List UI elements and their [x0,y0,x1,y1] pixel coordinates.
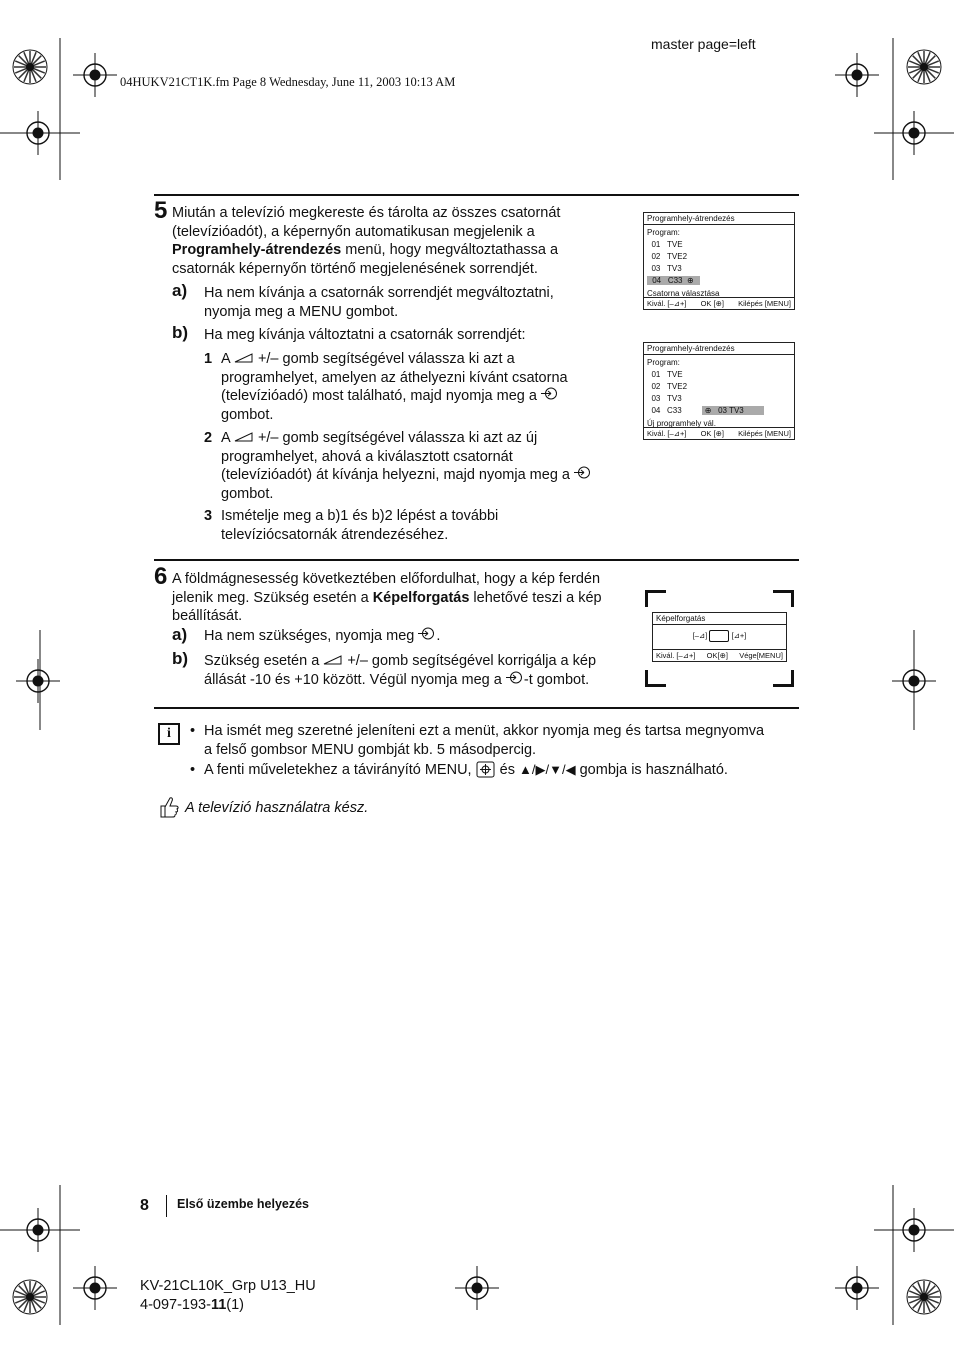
text-line [221,466,621,485]
text-line [221,387,621,406]
osd-name: C33 [667,276,683,285]
frame-corner [773,670,794,687]
step6-a-text: Ha nem szükséges, nyomja meg . [204,628,441,644]
ok-button-icon [574,466,592,479]
osd-hint: Kivál. [–⊿+] [647,429,687,438]
menu-name: Képelforgatás [372,589,470,606]
note-1 [204,722,799,759]
ok-button-icon [476,761,496,778]
osd-hint: [⊿+] [731,631,747,640]
text-line [204,652,634,671]
section-name: Első üzembe helyezés [177,1197,310,1211]
text-span: +/– gomb segítségével válassza ki azt az új [257,430,538,446]
list-number: 2 [204,430,213,446]
text-span: (televízióadó) most található, majd nyomja meg a [221,388,537,404]
osd-hint: Vége[MENU] [739,651,783,660]
footer-divider [166,1195,167,1217]
osd-status: Csatorna választása [647,289,720,298]
text-line: beállítását. [172,608,243,624]
osd-menu-reorder-2 [643,342,795,440]
substep-label: a) [172,625,188,644]
osd-label: Program: [647,228,680,237]
text-span: A fenti műveletekhez a távirányító MENU, [204,762,472,778]
ok-button-icon [506,671,524,684]
list-number: 1 [204,351,213,367]
osd-hint: Kilépés [MENU] [738,429,791,438]
text-span: +/– gomb segítségével korrigálja a kép [347,653,597,669]
section-rule [154,707,799,709]
part-code [140,1296,316,1315]
step-number: 6 [154,563,168,590]
frame-corner [645,670,666,687]
osd-row [647,405,791,417]
step5-sub1 [221,350,621,424]
osd-name: TVE2 [667,252,688,261]
info-icon: i [158,723,180,745]
text-span: gombja is használható. [579,762,728,778]
osd-title: Programhely-átrendezés [644,213,794,225]
section-rule [154,194,799,196]
osd-footer [644,297,794,309]
osd-hint: Kivál. [–⊿+] [656,651,696,660]
text-line: a felső gombsor MENU gombját kb. 5 másodpercig. [204,741,537,758]
step5-intro [172,204,632,278]
text-line: Ha nem kívánja a csatornák sorrendjét megváltoztatni, [204,285,554,301]
text-line: A földmágnesesség következtében előfordulhat, hogy a kép ferdén [172,571,601,587]
step6-b-text [204,652,634,689]
star-target-icon [13,50,47,84]
text-span: állását -10 és +10 között. Végül nyomja meg a [204,671,502,688]
osd-label: Program: [647,358,680,367]
text-span: (1) [226,1297,245,1313]
ok-button-icon: ⊕ [704,406,712,415]
text-span: A [221,430,230,446]
step6-intro [172,570,632,626]
text-line [172,241,632,260]
osd-row [647,381,791,393]
volume-wedge-icon [323,655,343,665]
step5-sub3 [221,507,621,544]
text-line: televíziócsatornák átrendezéséhez. [221,526,449,543]
osd-name: TVE [667,240,683,249]
osd-row [647,393,791,405]
model-info [140,1277,316,1315]
osd-status: Új programhely vál. [647,419,716,428]
step5-sub2 [221,429,621,503]
list-number: 3 [204,508,213,524]
osd-title: Programhely-átrendezés [644,343,794,355]
osd-hint: OK [⊕] [700,429,724,438]
osd-footer [644,427,794,439]
osd-name: TVE2 [667,382,688,391]
step-number: 5 [154,197,168,224]
osd-name: TV3 [667,394,682,403]
osd-row [647,369,791,381]
volume-wedge-icon [234,353,254,363]
step5-b-text: Ha meg kívánja változtatni a csatornák sorrendjét: [204,327,526,343]
ok-button-icon [541,387,559,400]
text-line: Ha ismét meg szeretné jeleníteni ezt a menüt, akkor nyomja meg és tartsa megnyomva [204,723,765,739]
osd-row [647,263,791,275]
text-line: nyomja meg a MENU gombot. [204,303,399,320]
osd-num: 01 [651,240,661,249]
text-line: gombot. [221,406,274,423]
thumbs-up-icon [158,795,180,819]
ready-message: A televízió használatra kész. [185,800,369,816]
file-info: 04HUKV21CT1K.fm Page 8 Wednesday, June 11, 2003 10:13 AM [120,75,456,89]
osd-row [647,251,791,263]
menu-name: Programhely-átrendezés [172,242,342,258]
text-line [221,429,621,448]
text-span: 4-097-193- [140,1297,211,1313]
arrow-icon: ▲/▶/▼/◀ [519,762,576,777]
osd-hint: Kivál. [–⊿+] [647,299,687,308]
text-line: csatornák képernyőn történő megjelenésének sorrendjét. [172,260,538,277]
osd-name: TVE [667,370,683,379]
note-2 [204,761,799,780]
osd-num: 01 [651,370,661,379]
bullet: • [190,762,196,778]
frame-corner [773,590,794,607]
osd-menu-rotation [652,612,787,662]
text-line: programhelyet, ahová a kiválasztott csatornát [221,448,513,465]
osd-menu-reorder-1 [643,212,795,310]
substep-label: b) [172,323,189,342]
text-span: A [221,351,230,367]
text-line: (televízióadót), a képernyőn automatikusan megjelenik a [172,223,535,240]
osd-body [644,225,794,302]
substep-label: a) [172,281,188,300]
volume-wedge-icon [234,432,254,442]
step5-a-text [204,284,624,321]
osd-num: 04 [651,406,661,415]
model-code: KV-21CL10K_Grp U13_HU [140,1278,316,1294]
page-number: 8 [140,1197,149,1214]
text-line: Miután a televízió megkereste és tárolta az összes csatornát [172,205,561,221]
osd-moving: 03 TV3 [718,406,744,415]
osd-row-selected [647,275,791,287]
bullet: • [190,723,196,739]
text-span: Szükség esetén a [204,653,320,669]
text-span: +/– gomb segítségével válassza ki azt a [257,351,515,367]
text-line: gombot. [221,485,274,502]
osd-hint: Kilépés [MENU] [738,299,791,308]
osd-num: 02 [651,382,661,391]
registration-mark-icon [73,53,117,97]
text-line: Ismételje meg a b)1 és b)2 lépést a további [221,508,499,524]
text-line [221,350,621,369]
osd-num: 03 [651,264,661,273]
text-span: Ha nem szükséges, nyomja meg [204,628,415,644]
text-line: programhelyet, amelyen az áthelyezni kívánt csatorna [221,369,568,386]
text-line [204,671,634,690]
text-span: lehetővé teszi a kép [469,589,602,606]
osd-num: 02 [651,252,661,261]
ok-button-icon: ⊕ [686,276,694,285]
osd-hint: OK[⊕] [706,651,728,660]
frame-corner [645,590,666,607]
text-span: (televízióadót) át kívánja helyezni, majd nyomja meg a [221,467,570,483]
osd-body [644,355,794,432]
rotation-box-icon [709,630,729,642]
master-page-label: master page=left [651,36,756,52]
text-line [172,589,632,608]
osd-hint: OK [⊕] [700,299,724,308]
osd-body [653,625,786,644]
osd-name: TV3 [667,264,682,273]
osd-name: C33 [667,406,682,415]
text-span: 11 [210,1297,227,1313]
text-span: és [499,762,515,778]
text-span: jelenik meg. Szükség esetén a [172,589,373,606]
substep-label: b) [172,649,189,668]
osd-row [647,239,791,251]
ok-button-icon [418,627,436,640]
section-rule [154,559,799,561]
osd-num: 03 [651,394,661,403]
osd-footer [653,649,786,661]
osd-num: 04 [652,276,662,285]
text-span: -t gombot. [523,671,590,688]
osd-hint: [–⊿] [692,631,708,640]
osd-title: Képelforgatás [653,613,786,625]
text-span: menü, hogy megváltoztathassa a [341,242,559,258]
